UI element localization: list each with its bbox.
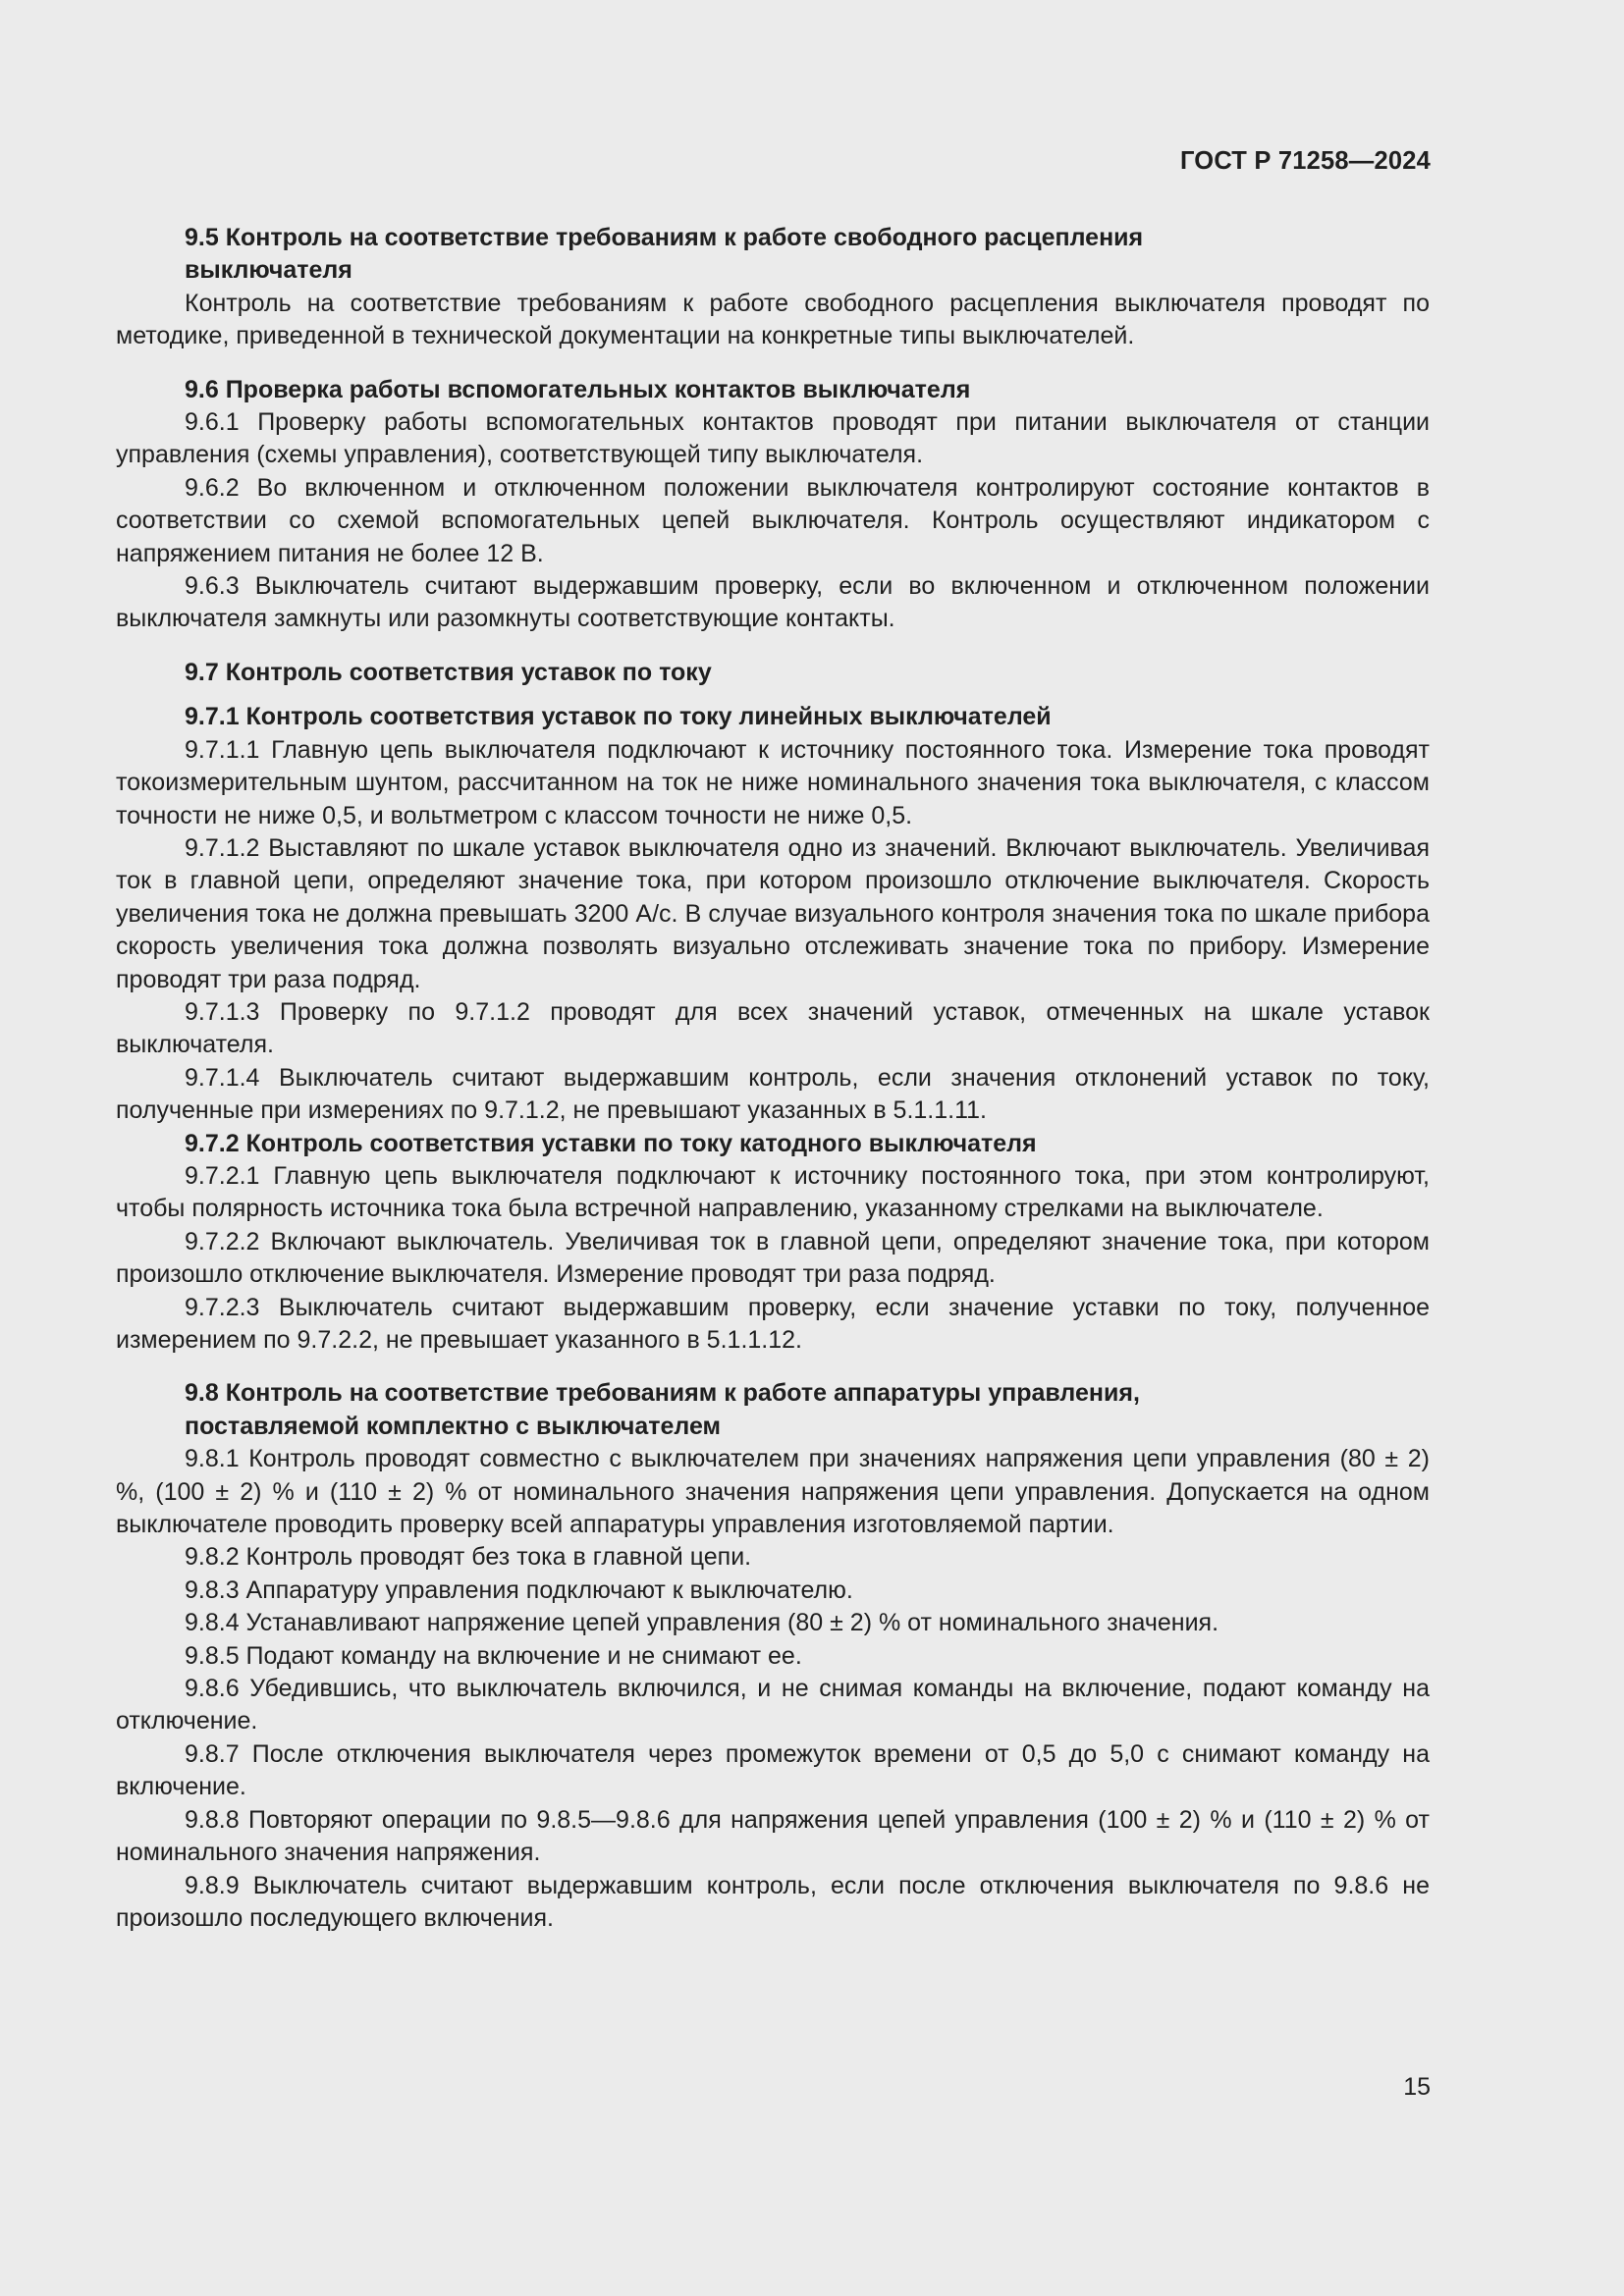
paragraph-9-7-2-2: 9.7.2.2 Включают выключатель. Увеличивая ток в главной цепи, определяют значение тока, при котором произошло отключение выключателя. Измерение проводят три раза подряд. xyxy=(116,1227,1430,1289)
paragraph-9-7-1-3: 9.7.1.3 Проверку по 9.7.1.2 проводят для всех значений уставок, отмеченных на шкале уставок выключателя. xyxy=(116,997,1430,1059)
subsection-heading-9-7-2: 9.7.2 Контроль соответствия уставки по току катодного выключателя xyxy=(185,1129,1037,1157)
paragraph-9-8-2: 9.8.2 Контроль проводят без тока в главной цепи. xyxy=(185,1543,752,1572)
paragraph-9-8-1: 9.8.1 Контроль проводят совместно с выключателем при значениях напряжения цепи управления (80 ± 2) %, (100 ± 2) % и (110 ± 2) % от номинального значения напряжения цепи управления. Допускается на одном выключателе проводить проверку всей аппаратуры управления изготовляемой партии. xyxy=(116,1445,1430,1539)
section-heading-9-6: 9.6 Проверка работы вспомогательных контактов выключателя xyxy=(185,375,971,403)
paragraph-9-7-1-4: 9.7.1.4 Выключатель считают выдержавшим контроль, если значения отклонений уставок по току, полученные при измерениях по 9.7.1.2, не превышают указанных в 5.1.1.11. xyxy=(116,1063,1430,1125)
paragraph-9-7-1-2: 9.7.1.2 Выставляют по шкале уставок выключателя одно из значений. Включают выключатель. Увеличивая ток в главной цепи, определяют значение тока, при котором произошло отключение выключателя. Скорость увеличения тока не должна превышать 3200 А/с. В случае визуального контроля значения тока по шкале прибора скорость увеличения тока должна позволять визуально отслеживать значение тока по прибору. Измерение проводят три раза подряд. xyxy=(116,833,1430,993)
section-heading-9-8: 9.8 Контроль на соответствие требованиям к работе аппаратуры управления, поставляемой комплектно с выключателем xyxy=(185,1379,1140,1440)
document-code-header: ГОСТ Р 71258—2024 xyxy=(1179,147,1431,175)
subsection-heading-9-7-1: 9.7.1 Контроль соответствия уставок по току линейных выключателей xyxy=(185,703,1052,731)
paragraph-9-7-1-1: 9.7.1.1 Главную цепь выключателя подключают к источнику постоянного тока. Измерение тока проводят токоизмерительным шунтом, рассчитанном на ток не ниже номинального значения тока выключателя, с классом точности не ниже 0,5, и вольтметром с классом точности не ниже 0,5. xyxy=(116,735,1430,829)
paragraph-9-5: Контроль на соответствие требованиям к работе свободного расцепления выключателя проводят по методике, приведенной в технической документации на конкретные типы выключателей. xyxy=(116,289,1430,350)
paragraph-9-8-6: 9.8.6 Убедившись, что выключатель включился, и не снимая команды на включение, подают команду на отключение. xyxy=(116,1675,1430,1735)
paragraph-9-8-8: 9.8.8 Повторяют операции по 9.8.5—9.8.6 для напряжения цепей управления (100 ± 2) % и (110 ± 2) % от номинального значения напряжения. xyxy=(116,1805,1430,1867)
paragraph-9-8-9: 9.8.9 Выключатель считают выдержавшим контроль, если после отключения выключателя по 9.8.6 не произошло последующего включения. xyxy=(116,1871,1430,1932)
paragraph-9-7-2-3: 9.7.2.3 Выключатель считают выдержавшим проверку, если значение уставки по току, полученное измерением по 9.7.2.2, не превышает указанного в 5.1.1.12. xyxy=(116,1293,1430,1354)
document-body xyxy=(116,222,1430,1935)
paragraph-9-8-4: 9.8.4 Устанавливают напряжение цепей управления (80 ± 2) % от номинального значения. xyxy=(185,1609,1219,1637)
paragraph-9-8-5: 9.8.5 Подают команду на включение и не снимают ее. xyxy=(185,1641,802,1670)
paragraph-9-8-7: 9.8.7 После отключения выключателя через промежуток времени от 0,5 до 5,0 с снимают команду на включение. xyxy=(116,1739,1430,1801)
paragraph-9-6-3: 9.6.3 Выключатель считают выдержавшим проверку, если во включенном и отключенном положении выключателя замкнуты или разомкнуты соответствующие контакты. xyxy=(116,572,1430,633)
paragraph-9-6-1: 9.6.1 Проверку работы вспомогательных контактов проводят при питании выключателя от станции управления (схемы управления), соответствующей типу выключателя. xyxy=(116,408,1430,469)
paragraph-9-6-2: 9.6.2 Во включенном и отключенном положении выключателя контролируют состояние контактов в соответствии со схемой вспомогательных цепей выключателя. Контроль осуществляют индикатором с напряжением питания не более 12 В. xyxy=(116,473,1430,567)
paragraph-9-7-2-1: 9.7.2.1 Главную цепь выключателя подключают к источнику постоянного тока, при этом контролируют, чтобы полярность источника тока была встречной направлению, указанному стрелками на выключателе. xyxy=(116,1161,1430,1223)
page-number: 15 xyxy=(1403,2073,1431,2101)
paragraph-9-8-3: 9.8.3 Аппаратуру управления подключают к выключателю. xyxy=(185,1575,853,1604)
section-heading-9-7: 9.7 Контроль соответствия уставок по току xyxy=(185,658,712,686)
section-heading-9-5: 9.5 Контроль на соответствие требованиям к работе свободного расцепления выключателя xyxy=(185,224,1144,285)
